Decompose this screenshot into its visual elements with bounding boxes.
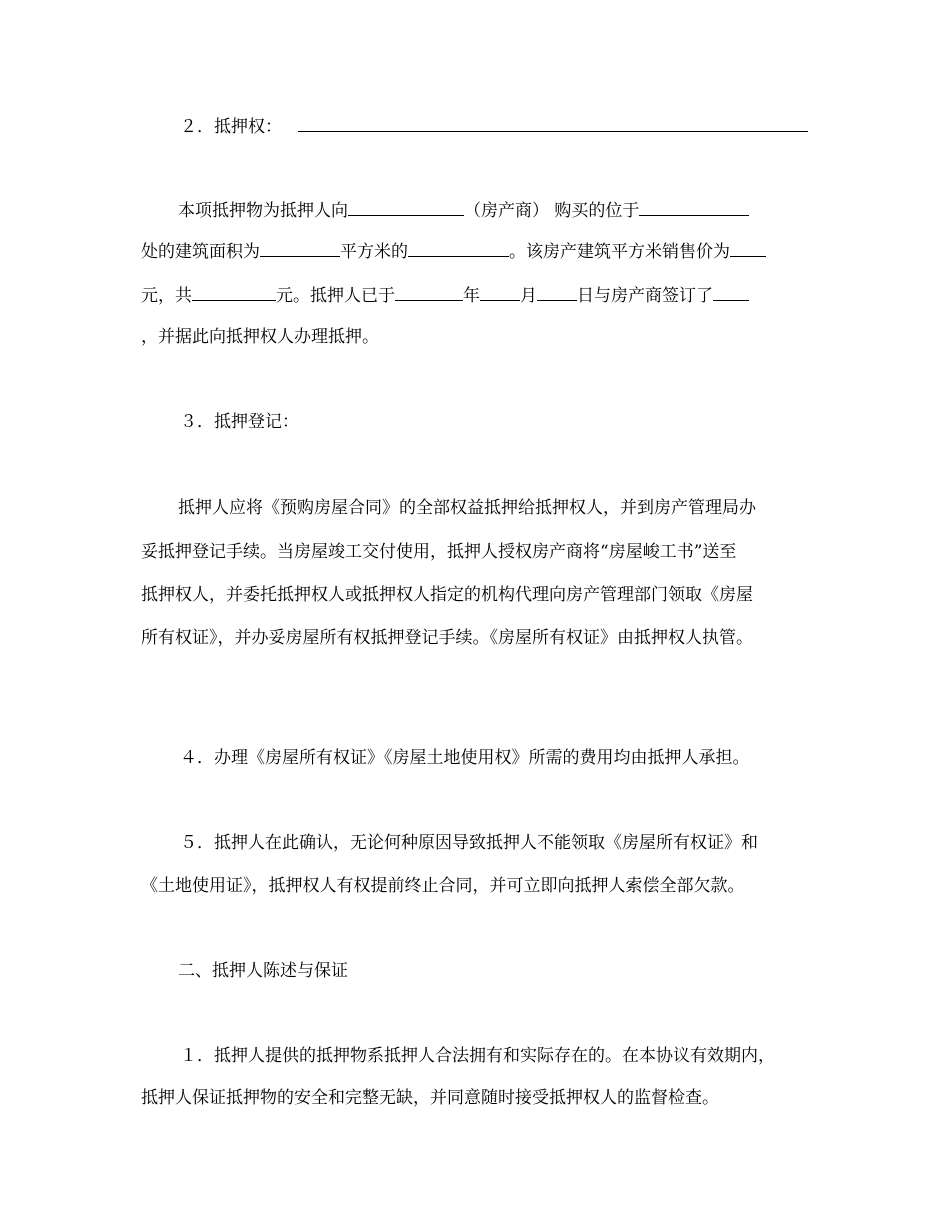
blank-property xyxy=(408,256,509,257)
section-4: ４．办理《房屋所有权证》《房屋土地使用权》所需的费用均由抵押人承担。 xyxy=(180,748,750,768)
blank-day xyxy=(537,300,577,301)
text: 元，共 xyxy=(141,286,192,306)
section-2-line-4: ，并据此向抵押权人办理抵押。 xyxy=(141,327,379,347)
part-2-item-1-line-1: １．抵押人提供的抵押物系抵押人合法拥有和实际存在的。在本协议有效期内， xyxy=(180,1046,775,1066)
blank-mortgage-right xyxy=(298,131,808,132)
section-2-heading-label: ２．抵押权： xyxy=(180,117,282,137)
blank-month xyxy=(480,300,520,301)
section-2-line-1 xyxy=(178,200,858,222)
text: 元。抵押人已于 xyxy=(276,286,395,306)
text: 日与房产商签订了 xyxy=(577,286,713,306)
blank-unit-price xyxy=(730,256,766,257)
section-3-line-4: 所有权证》，并办妥房屋所有权抵押登记手续。《房屋所有权证》由抵押权人执管。 xyxy=(141,628,753,648)
section-3-line-2: 妥抵押登记手续。当房屋竣工交付使用，抵押人授权房产商将“房屋峻工书”送至 xyxy=(141,542,737,562)
blank-developer xyxy=(348,215,464,216)
text: 年 xyxy=(463,286,480,306)
text: 处的建筑面积为 xyxy=(141,242,260,262)
part-2-item-1-line-2: 抵押人保证抵押物的安全和完整无缺，并同意随时接受抵押权人的监督检查。 xyxy=(141,1088,719,1108)
blank-contract xyxy=(713,300,749,301)
blank-area xyxy=(260,256,340,257)
blank-year xyxy=(395,300,463,301)
text: （房产商） 购买的位于 xyxy=(464,201,640,221)
text: 。该房产建筑平方米销售价为 xyxy=(509,242,730,262)
text: 月 xyxy=(520,286,537,306)
section-3-line-3: 抵押权人，并委托抵押权人或抵押权人指定的机构代理向房产管理部门领取《房屋 xyxy=(141,585,753,605)
blank-total xyxy=(192,300,276,301)
section-5-line-1: ５．抵押人在此确认，无论何种原因导致抵押人不能领取《房屋所有权证》和 xyxy=(180,833,758,853)
text: 平方米的 xyxy=(340,242,408,262)
section-3-heading: ３．抵押登记： xyxy=(180,412,299,432)
section-2-line-2 xyxy=(141,241,821,263)
section-2-heading xyxy=(180,116,860,138)
blank-location xyxy=(639,215,749,216)
section-2-line-3 xyxy=(141,285,821,307)
part-2-heading: 二、抵押人陈述与保证 xyxy=(178,961,348,981)
section-5-line-2: 《土地使用证》，抵押权人有权提前终止合同，并可立即向抵押人索偿全部欠款。 xyxy=(141,876,745,896)
section-3-line-1: 抵押人应将《预购房屋合同》的全部权益抵押给抵押权人，并到房产管理局办 xyxy=(178,498,756,518)
text: 本项抵押物为抵押人向 xyxy=(178,201,348,221)
